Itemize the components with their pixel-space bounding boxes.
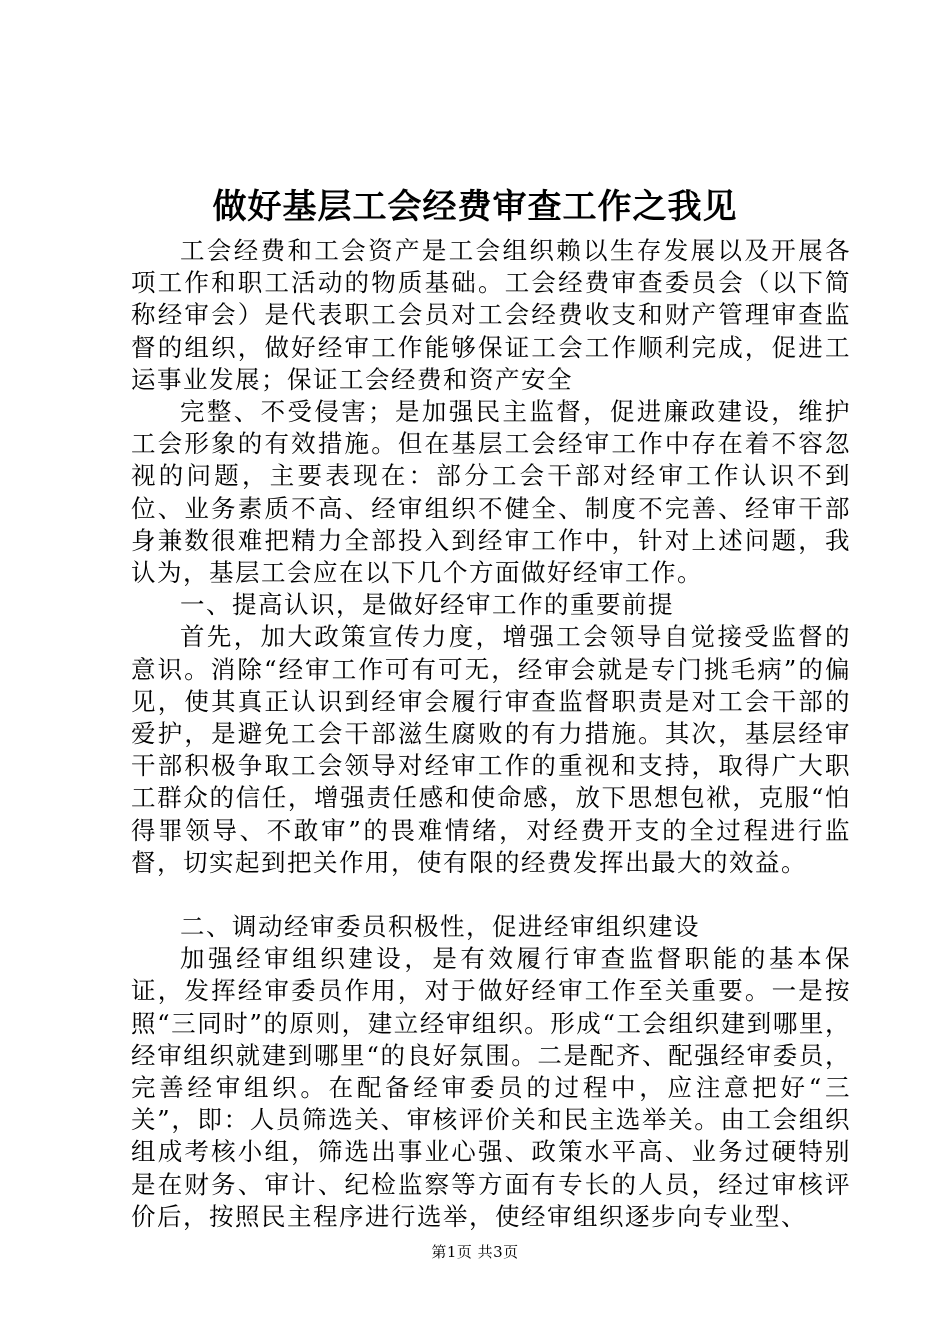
paragraph-problems: 完整、不受侵害；是加强民主监督，促进廉政建设，维护工会形象的有效措施。但在基层工会经审工作中存在着不容忽视的问题，主要表现在：部分工会干部对经审工作认识不到位、业务素质不高、经审组织不健全、制度不完善、经审干部身兼数很难把精力全部投入到经审工作中，针对上述问题，我认为，基层工会应在以下几个方面做好经审工作。 (131, 397, 851, 588)
section-heading-1: 一、提高认识，是做好经审工作的重要前提 (180, 590, 674, 620)
paragraph-section-1: 首先，加大政策宣传力度，增强工会领导自觉接受监督的意识。消除“经审工作可有可无，经审会就是专门挑毛病”的偏见，使其真正认识到经审会履行审查监督职责是对工会干部的爱护，是避免工会干部滋生腐败的有力措施。其次，基层经审干部积极争取工会领导对经审工作的重视和支持，取得广大职工群众的信任，增强责任感和使命感，放下思想包袱，克服“怕得罪领导、不敢审”的畏难情绪，对经费开支的全过程进行监督，切实起到把关作用，使有限的经费发挥出最大的效益。 (131, 622, 851, 877)
paragraph-gap (131, 879, 851, 911)
paragraph-section-2: 加强经审组织建设，是有效履行审查监督职能的基本保证，发挥经审委员作用，对于做好经审工作至关重要。一是按照“三同时”的原则，建立经审组织。形成“工会组织建到哪里，经审组织就建到哪里“的良好氛围。二是配齐、配强经审委员，完善经审组织。在配备经审委员的过程中，应注意把好“三关”，即：人员筛选关、审核评价关和民主选举关。由工会组织组成考核小组，筛选出事业心强、政策水平高、业务过硬特别是在财务、审计、纪检监察等方面有专长的人员，经过审核评价后，按照民主程序进行选举，使经审组织逐步向专业型、 (131, 944, 851, 1231)
page-number-footer: 第1页 共3页 (431, 1243, 519, 1261)
document-body (131, 235, 851, 1233)
paragraph-intro: 工会经费和工会资产是工会组织赖以生存发展以及开展各项工作和职工活动的物质基础。工会经费审查委员会（以下简称经审会）是代表职工会员对工会经费收支和财产管理审查监督的组织，做好经审工作能够保证工会工作顺利完成，促进工运事业发展；保证工会经费和资产安全 (131, 236, 851, 394)
section-heading-2: 二、调动经审委员积极性，促进经审组织建设 (180, 912, 700, 942)
document-title: 做好基层工会经费审查工作之我见 (212, 187, 738, 227)
